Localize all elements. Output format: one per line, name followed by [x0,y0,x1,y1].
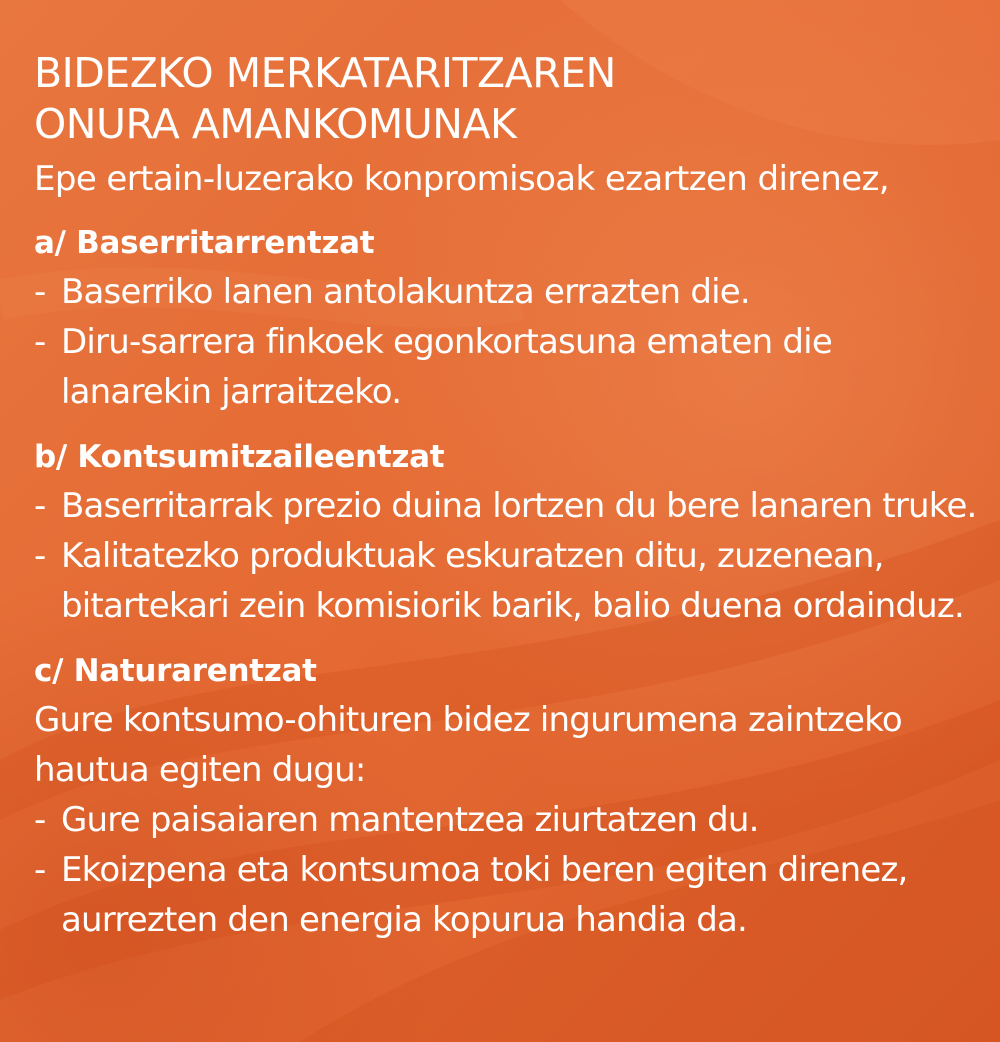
list-item [34,481,984,531]
bullet-list [34,795,984,945]
list-item-text: Ekoizpena eta kontsumoa toki beren egiten direnez, [61,850,908,890]
text-content [34,48,984,945]
list-item [34,795,984,845]
list-item-text-continued: aurrezten den energia kopurua handia da. [61,900,748,940]
section-heading: a/ Baserritarrentzat [34,225,375,261]
bullet-dash: - [34,486,46,526]
bullet-dash: - [34,322,46,362]
bullet-dash: - [34,272,46,312]
bullet-dash: - [34,850,46,890]
section-baserritarrentzat [34,219,984,417]
bullet-list [34,267,984,417]
list-item-text: Baserritarrak prezio duina lortzen du bere lanaren truke. [61,486,977,526]
section-paragraph-line-1: Gure kontsumo-ohituren bidez ingurumena zaintzeko [34,700,902,740]
intro-text: Epe ertain-luzerako konpromisoak ezartzen direnez, [34,159,889,199]
title-line-1: BIDEZKO MERKATARITZAREN [34,49,616,97]
list-item [34,845,984,945]
bullet-list [34,481,984,631]
section-kontsumitzaileentzat [34,433,984,631]
page-title [34,48,984,150]
list-item-text: Kalitatezko produktuak eskuratzen ditu, zuzenean, [61,536,884,576]
list-item [34,531,984,631]
list-item [34,267,984,317]
list-item-text-continued: lanarekin jarraitzeko. [61,372,402,412]
title-line-2: ONURA AMANKOMUNAK [34,100,517,148]
section-heading: b/ Kontsumitzaileentzat [34,439,445,475]
list-item-text-continued: bitartekari zein komisiorik barik, balio duena ordainduz. [61,586,964,626]
list-item-text: Gure paisaiaren mantentzea ziurtatzen du. [61,800,759,840]
list-item-text: Diru-sarrera finkoek egonkortasuna ematen die [61,322,832,362]
bullet-dash: - [34,800,46,840]
bullet-dash: - [34,536,46,576]
section-naturarentzat [34,647,984,945]
list-item-text: Baserriko lanen antolakuntza errazten die. [61,272,750,312]
list-item [34,317,984,417]
section-paragraph-line-2: hautua egiten dugu: [34,750,366,790]
section-heading: c/ Naturarentzat [34,653,317,689]
